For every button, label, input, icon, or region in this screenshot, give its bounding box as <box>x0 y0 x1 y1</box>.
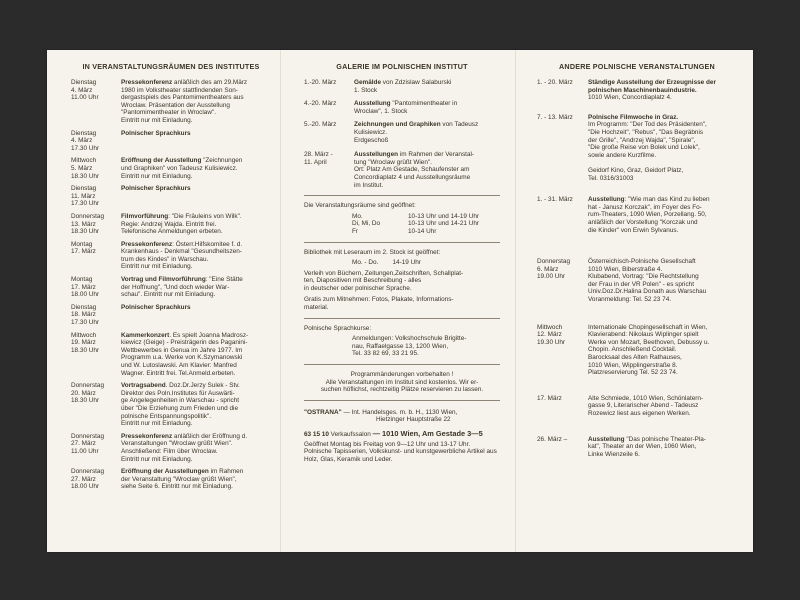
event-heading: Ausstellung <box>588 435 625 443</box>
event-text: anläßlich der Eröffnung d. Veranstaltungen "Wroclaw grüßt Wien". Anschließend: Film über Wroclaw. Eintritt nur mit Einladung. <box>121 432 247 463</box>
event-entry <box>537 114 737 182</box>
other-events-column <box>537 62 737 458</box>
event-heading: Eröffnung der Ausstellungen <box>121 468 209 476</box>
ostrana-salon-address: — 1010 Wien, Am Gestade 3—5 <box>372 429 483 438</box>
event-description <box>354 151 474 189</box>
event-date: Donnerstag 13. März 18.30 Uhr <box>71 212 105 236</box>
event-text: von Zdzislaw Salaburski 1. Stock <box>354 79 452 94</box>
event-heading: Kammerkonzert <box>121 331 170 339</box>
opening-hours-row <box>352 228 500 236</box>
divider <box>304 318 500 319</box>
event-entry <box>304 79 500 94</box>
event-description <box>588 436 706 459</box>
event-entry <box>71 276 271 299</box>
event-description <box>121 185 191 208</box>
event-description <box>588 324 709 377</box>
event-heading: Polnische Filmwoche in Graz. <box>588 113 679 121</box>
event-text: anläßlich des am 29.März 1980 im Volkstheater stattfindenden Son- dergastspiels des Pantomimentheaters aus Wroclaw. Präsentation der Ausstellung "Pantomimentheater in Wroclaw". Eintritt nur mit Einladung. <box>121 79 248 124</box>
event-text: 1010 Wien, Concordiaplatz 4. <box>588 94 672 102</box>
event-text: : "Eine Stätte der Hoffnung", "Und doch wieder War- schau". Eintritt nur mit Einladung. <box>121 276 243 299</box>
event-text: : "Die Fräuleins von Wilk". Regie: Andrzej Wajda. Eintritt frei. Telefonische Anmeldungen erbeten. <box>121 212 242 236</box>
event-description <box>588 114 707 182</box>
ostrana-phone: 63 15 10 <box>304 431 329 438</box>
event-date: Montag 17. März <box>71 240 96 256</box>
event-entry <box>71 241 271 271</box>
opening-day: Fr <box>352 227 359 235</box>
event-heading: Ausstellungen <box>354 151 399 159</box>
event-text: . Doz.Dr.Jerzy Sulek - Stv. Direktor des Poln.Institutes für Auswärti- ge Angelegenheiten in Warschau - spricht über "Die Erziehung zum Frieden und die polnische Entspannungspolitik". Eintritt nur mit Einladung. <box>121 382 240 428</box>
event-date: 1.-20. März <box>304 79 337 86</box>
opening-time: 10-14 Uhr <box>408 227 437 235</box>
event-entry <box>71 332 271 378</box>
event-heading: Gemälde <box>354 79 381 86</box>
event-heading: Polnischer Sprachkurs <box>121 129 191 137</box>
event-heading: Ständige Ausstellung der Erzeugnisse der polnischen Maschinenbauindustrie. <box>588 79 716 94</box>
ostrana-address-line: — Int. Handelsges. m. b. H., 1130 Wien, <box>341 408 458 416</box>
course-text: Anmeldungen: Volkshochschule Brigitte- nau, Raffaelgasse 13, 1200 Wien, Tel. 33 82 69, 33 21 95. <box>352 335 467 358</box>
event-description <box>121 276 243 299</box>
event-heading: Polnischer Sprachkurs <box>121 185 191 193</box>
library-title: Bibliothek mit Leseraum im 2. Stock ist geöffnet: <box>304 248 441 256</box>
event-heading: Vortragsabend <box>121 382 166 390</box>
event-description <box>354 100 457 115</box>
opening-hours <box>304 202 500 235</box>
event-entry <box>537 436 737 459</box>
event-text: im Rahmen der Veranstal- tung "Wroclaw grüßt Wien". Ort: Platz Am Gestade, Schaufenster am Concordiaplatz 4 und Ausstellungsräume im Institut. <box>354 151 475 189</box>
fold-line <box>280 50 281 552</box>
ostrana-address-line: Hietzinger Hauptstraße 22 <box>376 416 451 424</box>
event-heading: Eröffnung der Ausstellung <box>121 157 202 165</box>
event-entry <box>537 79 737 102</box>
divider <box>304 400 500 401</box>
event-heading: Ausstellung <box>588 196 625 204</box>
event-heading: Ausstellung <box>354 100 391 108</box>
event-date: 1. - 20. März <box>537 79 573 86</box>
fold-line <box>515 50 516 552</box>
event-entry <box>71 185 271 208</box>
event-description <box>121 241 242 271</box>
opening-day: Mo. <box>352 212 363 220</box>
event-text: Österreichisch-Polnische Gesellschaft 1010 Wien, Biberstraße 4. Klubabend, Vortrag: "Die Rechtstellung der Frau in der VR Polen" - es spricht Univ.Doz.Dr.Halina Donath aus Warschau Voranmeldung: Tel. 52 23 74. <box>588 258 707 304</box>
event-date: Montag 17. März 18.00 Uhr <box>71 276 100 299</box>
event-date: Donnerstag 20. März 18.30 Uhr <box>71 382 105 405</box>
event-description <box>121 304 191 327</box>
event-heading: Pressekonferenz <box>121 79 173 86</box>
event-description <box>121 79 247 125</box>
column-title: GALERIE IM POLNISCHEN INSTITUT <box>336 62 468 71</box>
event-text: im Rahmen der Veranstaltung "Wroclaw grüßt Wien", siehe Seite 6. Eintritt nur mit Einladung. <box>121 468 244 491</box>
event-description <box>588 79 716 102</box>
free-material-text: Gratis zum Mitnehmen: Fotos, Plakate, Informations- material. <box>304 296 454 312</box>
event-text: "Das polnische Theater-Pla- kat", Theater an der Wien, 1060 Wien, Linke Wienzeile 6. <box>588 435 706 458</box>
library-hours: Mo. - Do. 14-19 Uhr <box>352 259 421 267</box>
event-date: Mittwoch 12. März 19.30 Uhr <box>537 323 566 346</box>
event-text: Internationale Chopingesellschaft in Wien, Klavierabend: Nikolaus Wiplinger spielt Werke von Mozart, Beethoven, Debussy u. Chopin. Anschließend Cocktail. Barocksaal des Alten Rathauses, 1010 Wien, Wipplingerstraße 8. Platzreservierung Tel. 52 23 74. <box>588 323 710 377</box>
event-entry <box>71 79 271 125</box>
event-description <box>588 258 706 304</box>
event-text: von Tadeusz Kulisiewicz. Erdgeschoß <box>354 121 479 144</box>
library-info <box>304 249 500 312</box>
event-date: Dienstag 18. März 17.30 Uhr <box>71 303 100 327</box>
event-date: 4.-20. März <box>304 100 337 108</box>
event-date: 26. März – <box>537 435 568 443</box>
divider <box>304 242 500 243</box>
event-description <box>121 213 242 236</box>
event-entry <box>304 151 500 189</box>
opening-hours-row <box>352 213 500 221</box>
column-title: IN VERANSTALTUNGSRÄUMEN DES INSTITUTES <box>82 62 260 71</box>
event-entry <box>537 258 737 304</box>
opening-day: Di, Mi, Do <box>352 220 381 228</box>
event-entry <box>71 304 271 327</box>
event-entry <box>537 324 737 377</box>
gallery-column <box>304 62 500 463</box>
opening-hours-row <box>352 220 500 228</box>
event-entry <box>71 468 271 491</box>
event-description <box>588 196 710 234</box>
event-description <box>121 157 242 180</box>
event-entry <box>71 157 271 180</box>
event-date: Donnerstag 27. März 18.00 Uhr <box>71 468 105 491</box>
event-text: Alte Schmiede, 1010 Wien, Schönlatern- gasse 9, Literarischer Abend - Tadeusz Rozewicz liest aus eigenen Werken. <box>588 394 704 417</box>
event-text: : Österr.Hilfskomitee f. d. Krankenhaus - Denkmal "Gesundheitszen- trum des Kindes" in Warschau. Eintritt nur mit Einladung. <box>121 240 243 271</box>
institute-events-column <box>71 62 271 496</box>
event-date: Donnerstag 6. März 19.00 Uhr <box>537 258 571 281</box>
event-entry <box>71 433 271 463</box>
divider <box>304 364 500 365</box>
event-description <box>121 130 191 153</box>
event-description <box>121 433 247 463</box>
event-entry <box>71 382 271 428</box>
event-date: Dienstag 4. März 17.30 Uhr <box>71 129 100 152</box>
ostrana-name: "OSTRANA" <box>304 408 342 416</box>
event-description <box>121 332 248 378</box>
event-heading: Polnischer Sprachkurs <box>121 303 191 311</box>
event-heading: Pressekonferenz <box>121 432 173 440</box>
ostrana-advert <box>304 409 500 464</box>
library-text: Verleih von Büchern, Zeitungen,Zeitschriften, Schallplat- ten, Diapositiven mit Beschreibung - alles in deutscher oder polnischer Sprache. <box>304 269 464 292</box>
ostrana-hours: Geöffnet Montag bis Freitag von 9—12 Uhr und 13-17 Uhr. <box>304 440 471 448</box>
event-date: 28. März - 11. April <box>304 151 333 166</box>
event-entry <box>537 196 737 234</box>
event-entry <box>304 100 500 115</box>
event-description <box>588 395 703 418</box>
event-description <box>354 121 478 144</box>
event-entry <box>71 130 271 153</box>
event-date: Dienstag 4. März 11.00 Uhr <box>71 79 99 102</box>
event-heading: Vortrag und Filmvorführung <box>121 276 206 284</box>
divider <box>304 195 500 196</box>
flyer-page <box>47 50 753 552</box>
language-course-info <box>304 325 500 358</box>
event-date: Donnerstag 27. März 11.00 Uhr <box>71 432 105 455</box>
event-date: Mittwoch 5. März 18.30 Uhr <box>71 157 100 180</box>
event-heading: Filmvorführung <box>121 212 169 220</box>
ostrana-salon-label: Verkaufssalon <box>330 431 371 438</box>
opening-hours-title: Die Veranstaltungsräume sind geöffnet: <box>304 202 416 210</box>
event-entry <box>304 121 500 144</box>
course-title: Polnische Sprachkurse: <box>304 324 372 332</box>
event-text: . Es spielt Joanna Madrosz- kiewicz (Geige) - Preisträgerin des Paganini- Wettbewerbes in Genua im Jahre 1977. Im Programm u.a. Werke von K.Szymanowski und W. Lutoslawski. Am Klavier: Manfred Wagner. Eintritt frei. Tel.Anmeld.erbeten. <box>121 331 249 377</box>
event-text: "Zeichnungen und Graphiken" von Tadeusz Kulisiewicz. Eintritt nur mit Einladung. <box>121 157 243 180</box>
event-description <box>354 79 451 94</box>
ostrana-text: Polnische Tapisserien, Volkskunst- und kunstgewerbliche Artikel aus Holz, Glas, Keramik und Leder. <box>304 448 497 463</box>
event-text: : "Wie man das Kind zu lieben hat - Janusz Korczak", im Foyer des Fo- rum-Theaters, 1090 Wien, Porzellang. 50, anläßlich der Vorstellung "Korczak und die Kinder" von Erwin Sylvanus. <box>588 196 710 234</box>
event-text: Im Programm: "Der Tod des Präsidenten", "Die Hochzeit", "Rebus", "Das Begräbnis der Grille", "Andrzej Wajda", "Spirale", "Die große Reise von Bolek und Lolek", sowie andere Kurzfilme. Geidorf Kino, Graz, Geidorf Platz, Tel. 0316/31003 <box>588 121 707 182</box>
opening-time: 10-13 Uhr und 14-19 Uhr <box>408 212 480 220</box>
event-date: Dienstag 11. März 17.30 Uhr <box>71 185 100 208</box>
opening-time: 10-13 Uhr und 14-21 Uhr <box>408 220 480 228</box>
event-description <box>121 468 243 491</box>
event-date: Mittwoch 19. März 18.30 Uhr <box>71 331 100 354</box>
event-description <box>121 382 240 428</box>
event-date: 5.-20. März <box>304 121 337 129</box>
event-entry <box>71 213 271 236</box>
event-date: 17. März <box>537 394 562 402</box>
event-heading: Zeichnungen und Graphiken <box>354 121 441 129</box>
event-entry <box>537 395 737 418</box>
event-date: 7. - 13. März <box>537 113 573 121</box>
notice-text: Programmänderungen vorbehalten ! Alle Veranstaltungen im Institut sind kostenlos. Wir er- suchen höflichst, rechtzeitig Plätze reservieren zu lassen. <box>320 371 484 394</box>
event-heading: Pressekonferenz <box>121 240 173 248</box>
event-date: 1. - 31. März <box>537 196 573 204</box>
event-text: "Pantomimentheater in Wroclaw", 1. Stock <box>354 100 458 115</box>
column-title: ANDERE POLNISCHE VERANSTALTUNGEN <box>559 62 715 71</box>
